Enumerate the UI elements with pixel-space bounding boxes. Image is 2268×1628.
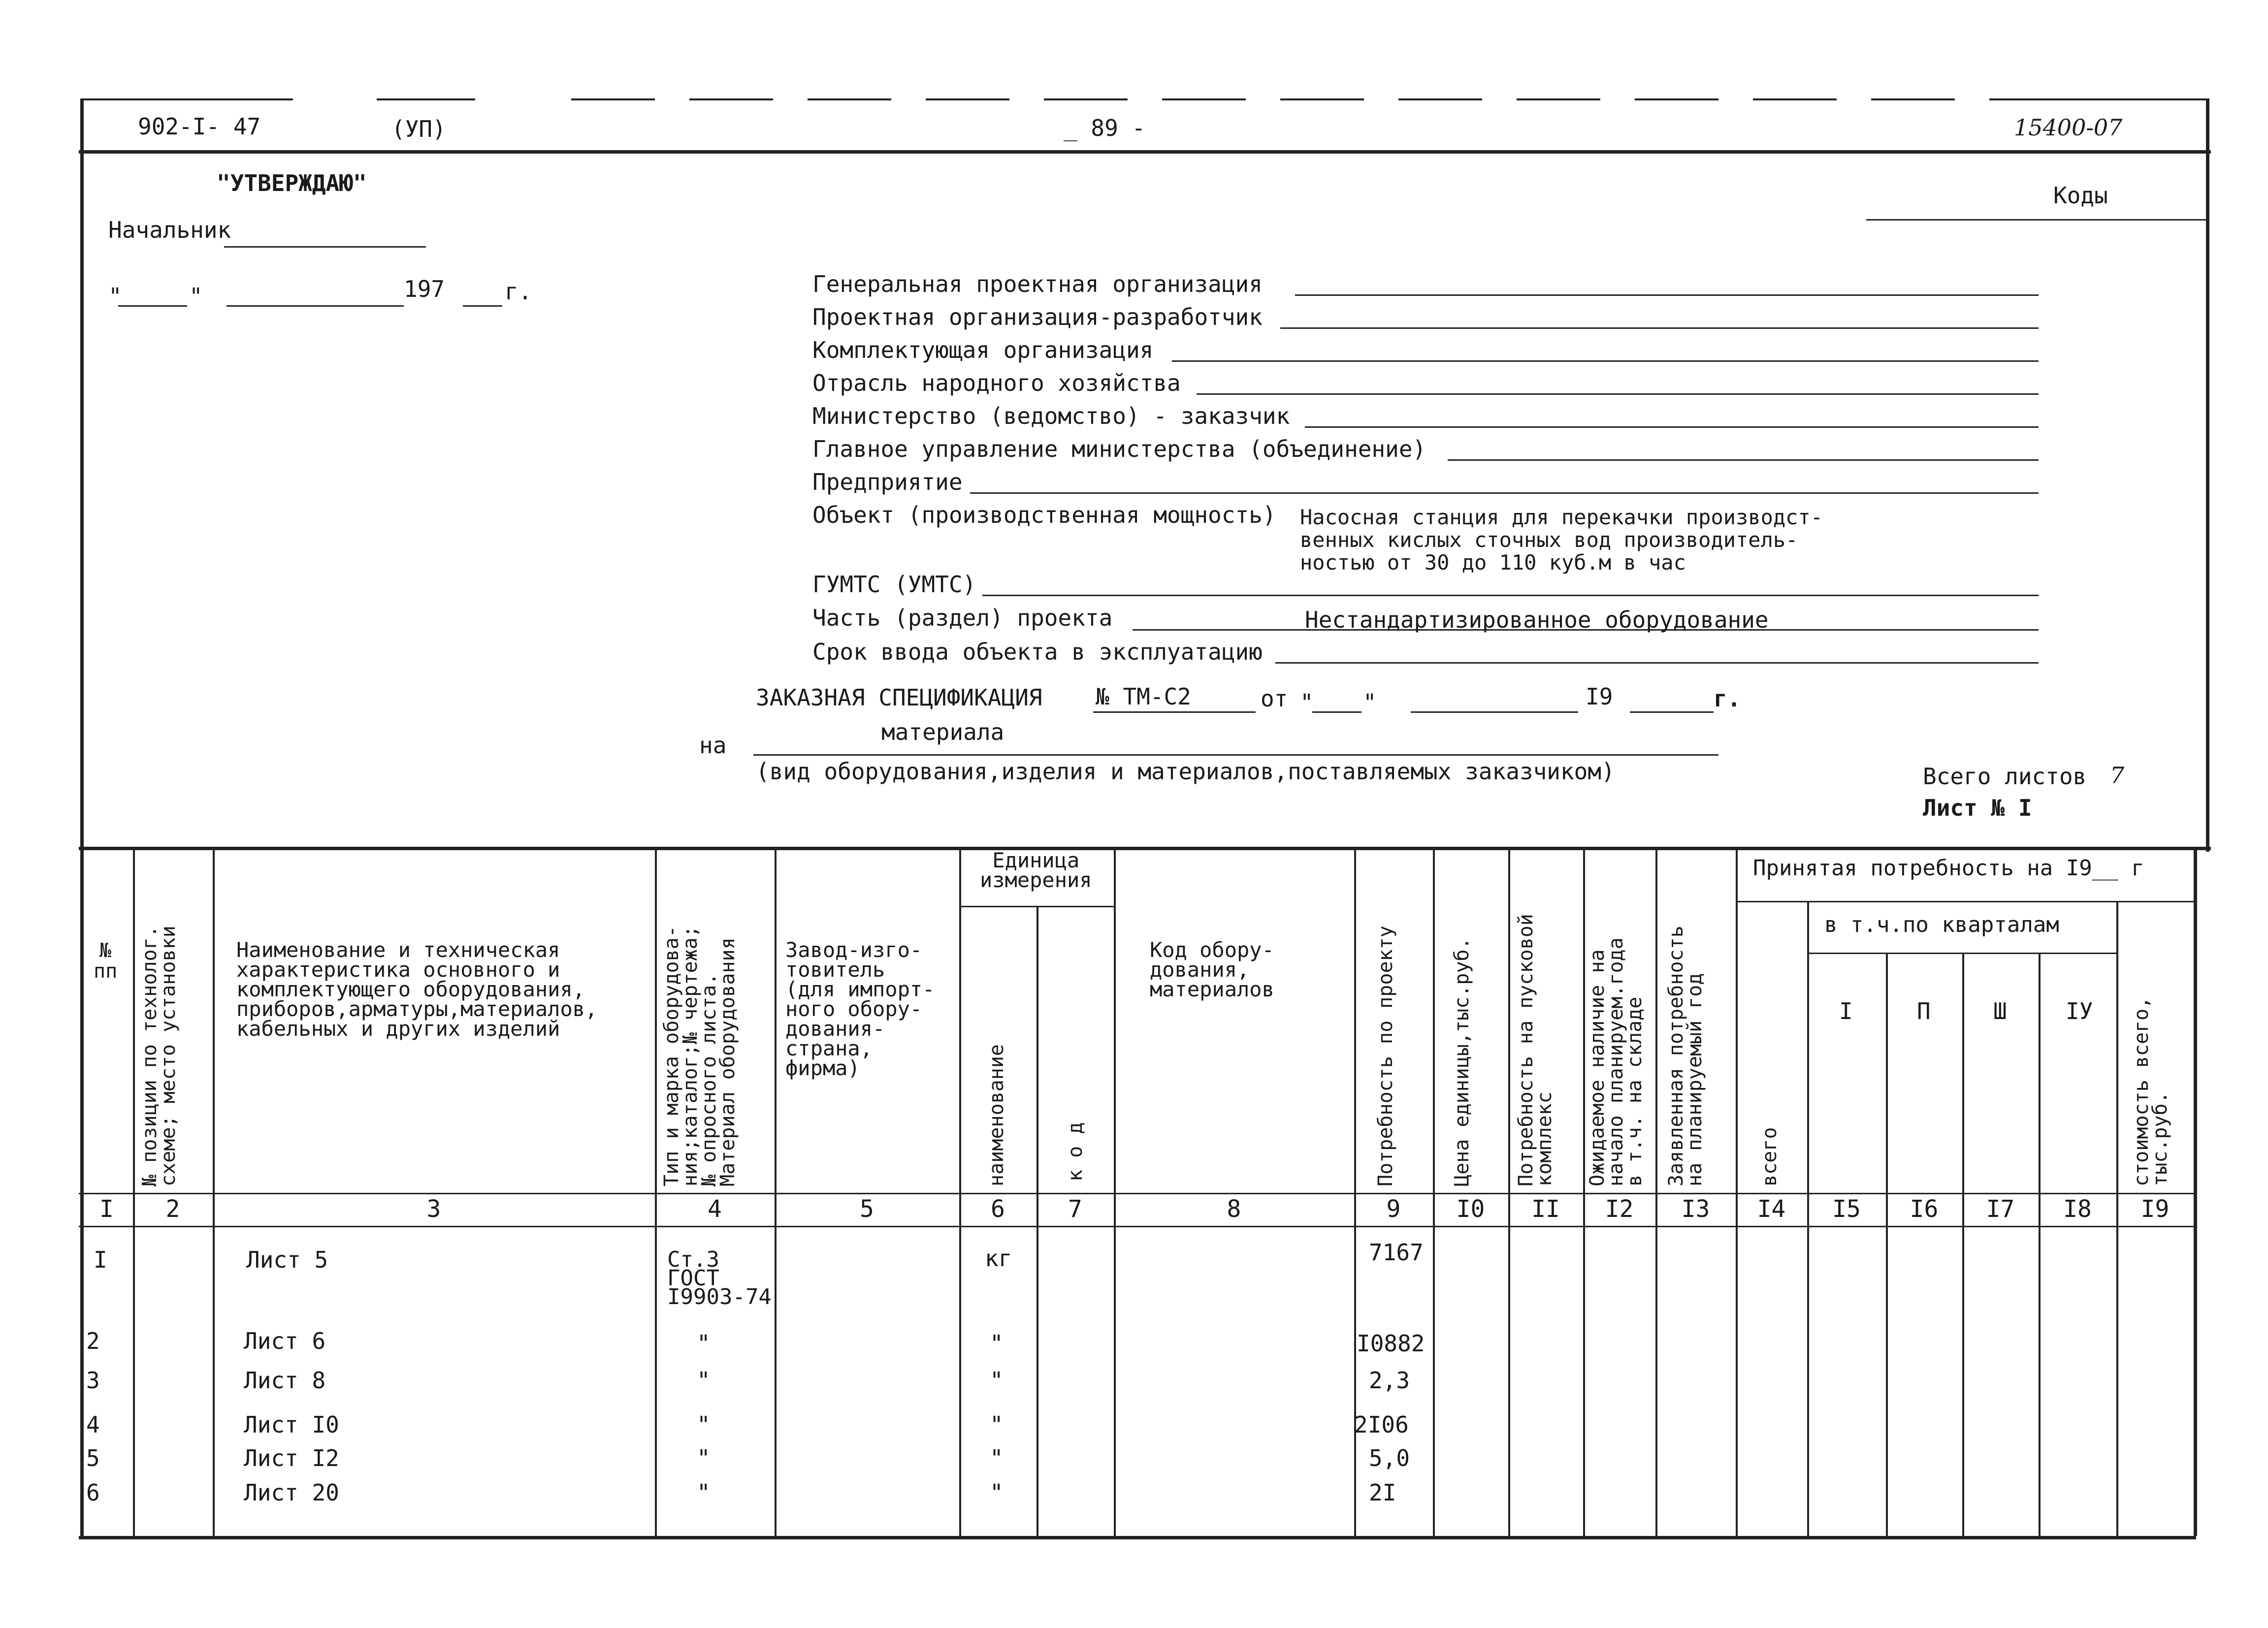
col-number: I4 — [1757, 1195, 1786, 1223]
row-name: Лист 20 — [244, 1479, 339, 1506]
col-header-pp: № пп — [94, 939, 118, 983]
date-quote-close: " — [189, 283, 203, 310]
codes-label: Коды — [2053, 182, 2108, 209]
sheets-total-label: Всего листов — [1923, 763, 2087, 790]
org-field-general-line — [1295, 294, 2039, 296]
col-number: I6 — [1910, 1195, 1939, 1223]
quarters-header-divider — [1807, 953, 2116, 954]
row-number: 3 — [86, 1367, 100, 1394]
spec-quote-open: " — [1300, 689, 1314, 716]
org-field-industry-line — [1197, 393, 2039, 395]
spec-on-label: на — [699, 732, 727, 759]
date-year-suffix: г. — [505, 278, 532, 305]
frame-left-top — [80, 98, 84, 852]
col-number: 3 — [426, 1195, 441, 1223]
spec-number: № ТМ-С2 — [1096, 683, 1191, 710]
col-header-q4: IУ — [2066, 998, 2093, 1024]
col-header-quarters: в т.ч.по кварталам — [1824, 912, 2059, 937]
top-dash-15 — [1989, 98, 2206, 100]
sheets-total: 7 — [2110, 762, 2125, 789]
row-project-need: 2I — [1369, 1479, 1396, 1506]
col-number: 8 — [1227, 1195, 1241, 1223]
org-field-enterprise-label: Предприятие — [812, 469, 963, 495]
col-header-total: всего — [1758, 1127, 1781, 1186]
org-field-general-label: Генеральная проектная организация — [812, 271, 1263, 297]
col-header-q3: Ш — [1993, 998, 2007, 1024]
row-number: 6 — [86, 1479, 100, 1506]
col-header-project-need: Потребность по проекту — [1374, 926, 1397, 1186]
col-number: I8 — [2063, 1195, 2092, 1223]
col-header-expected-stock: Ожидаемое наличие на начало планируем.года в т.ч. на складе — [1586, 937, 1646, 1186]
term-label: Срок ввода объекта в эксплуатацию — [812, 638, 1263, 665]
row-name: Лист 5 — [246, 1246, 328, 1273]
top-dash-13 — [1753, 98, 1837, 100]
col-number: I0 — [1456, 1195, 1485, 1223]
col-number: I — [99, 1195, 114, 1223]
chief-label: Начальник — [108, 217, 231, 243]
date-month-line — [227, 305, 404, 307]
date-day-line — [118, 305, 187, 307]
col-header-unit-name: наименование — [985, 1044, 1008, 1186]
row-unit: кг — [985, 1245, 1012, 1272]
col-header-accepted-need: Принятая потребность на I9__ г — [1753, 856, 2144, 881]
table-top — [79, 847, 2211, 850]
spec-from-label: от — [1261, 685, 1288, 712]
col-border-10 — [1508, 847, 1510, 1536]
col-number: 5 — [860, 1195, 874, 1223]
org-field-ministry-label: Министерство (ведомство) - заказчик — [812, 403, 1290, 429]
org-field-enterprise-line — [970, 492, 2039, 494]
gumts-label: ГУМТС (УМТС) — [812, 571, 976, 598]
org-field-directorate-label: Главное управление министерства (объединение) — [812, 436, 1426, 462]
col-border-2 — [213, 847, 215, 1536]
row-name: Лист I0 — [244, 1411, 339, 1438]
row-project-need: 7167 — [1369, 1239, 1424, 1266]
col-border-3 — [655, 847, 657, 1536]
row-unit: " — [990, 1479, 1004, 1506]
part-label: Часть (раздел) проекта — [812, 605, 1113, 631]
top-dash-7 — [1044, 98, 1128, 100]
row-type: " — [697, 1479, 711, 1506]
org-field-developer-line — [1280, 327, 2039, 329]
col-border-12 — [1655, 847, 1657, 1536]
org-field-industry-label: Отрасль народного хозяйства — [812, 370, 1181, 396]
spec-year-line — [1630, 711, 1714, 713]
stamp-number: 15400-07 — [2014, 114, 2123, 141]
col-border-15 — [1886, 953, 1888, 1536]
row-number: I — [94, 1246, 107, 1273]
album-label: (УП) — [391, 116, 446, 142]
col-number: II — [1531, 1195, 1560, 1223]
col-border-4 — [775, 847, 777, 1536]
part-value: Нестандартизированное оборудование — [1305, 607, 1769, 633]
col-number: I9 — [2140, 1195, 2170, 1223]
col-border-9 — [1433, 847, 1435, 1536]
top-dash-1 — [81, 98, 293, 100]
col-number: I7 — [1986, 1195, 2015, 1223]
spec-day-line — [1312, 711, 1361, 713]
col-header-unit-code: к о д — [1064, 1122, 1087, 1181]
spec-year-suffix: г. — [1714, 685, 1741, 712]
col-border-7 — [1114, 847, 1116, 1536]
top-dash-4 — [689, 98, 773, 100]
top-dash-3 — [571, 98, 655, 100]
spec-quote-close: " — [1363, 689, 1377, 716]
spec-number-line — [1093, 711, 1256, 713]
org-field-developer-label: Проектная организация-разработчик — [812, 304, 1263, 330]
row-type: " — [697, 1411, 711, 1438]
col-header-unit-price: Цена единицы,тыс.руб. — [1451, 937, 1473, 1186]
chief-line — [224, 246, 426, 248]
col-border-0 — [80, 847, 84, 1536]
spec-title: ЗАКАЗНАЯ СПЕЦИФИКАЦИЯ — [756, 684, 1042, 711]
spec-subject: материала — [881, 719, 1004, 745]
row-unit: " — [990, 1445, 1004, 1471]
row-name: Лист 8 — [244, 1367, 326, 1394]
col-header-startup-need: Потребность на пусковой комплекс — [1515, 914, 1556, 1186]
org-field-directorate-line — [1448, 459, 2039, 461]
col-header-equipment-code: Код обору- дования, материалов — [1150, 938, 1274, 1001]
row-name: Лист 6 — [244, 1328, 326, 1354]
unit-header-divider — [959, 906, 1114, 907]
row-unit: " — [990, 1411, 1004, 1438]
accepted-header-divider — [1736, 901, 2194, 902]
top-dash-12 — [1635, 98, 1718, 100]
col-header-cost: стоимость всего, тыс.руб. — [2130, 996, 2171, 1186]
col-border-5 — [959, 847, 961, 1536]
col-number: 7 — [1068, 1195, 1082, 1223]
col-number: I5 — [1832, 1195, 1861, 1223]
col-number: 4 — [708, 1195, 722, 1223]
row-project-need: I0882 — [1357, 1330, 1425, 1357]
col-number: 9 — [1386, 1195, 1401, 1223]
col-border-19 — [2194, 847, 2197, 1536]
approved-label: "УТВЕРЖДАЮ" — [217, 170, 367, 196]
top-dash-5 — [808, 98, 891, 100]
row-project-need: 2I06 — [1354, 1411, 1409, 1438]
top-dash-11 — [1517, 98, 1600, 100]
frame-right-top — [2206, 98, 2209, 852]
col-header-position: № позиции по технолог. схеме; место установки — [138, 926, 180, 1186]
top-dash-2 — [377, 98, 475, 100]
col-header-q2: П — [1917, 998, 1931, 1024]
row-type: Ст.3 ГОСТ I9903-74 — [667, 1247, 772, 1309]
col-header-declared-need: Заявленная потребность на планируемый год — [1665, 926, 1706, 1186]
doc-number: 902-I- 47 — [138, 113, 261, 140]
col-number: I2 — [1605, 1195, 1634, 1223]
col-border-13 — [1736, 847, 1738, 1536]
col-number: 2 — [165, 1195, 180, 1223]
spec-year: I9 — [1586, 683, 1613, 710]
spec-month-line — [1411, 711, 1578, 713]
top-dash-8 — [1162, 98, 1246, 100]
row-unit: " — [990, 1367, 1004, 1394]
row-project-need: 5,0 — [1369, 1445, 1410, 1471]
top-dash-6 — [926, 98, 1009, 100]
row-number: 5 — [86, 1445, 100, 1471]
row-unit: " — [990, 1330, 1004, 1357]
col-border-16 — [1962, 953, 1964, 1536]
row-type: " — [697, 1445, 711, 1471]
spec-subject-caption: (вид оборудования,изделия и материалов,поставляемых заказчиком) — [756, 758, 1615, 785]
date-year-line — [463, 305, 502, 307]
row-type: " — [697, 1367, 711, 1394]
row-project-need: 2,3 — [1369, 1367, 1410, 1394]
sheet-number-label: Лист № I — [1923, 795, 2032, 821]
org-field-supplier-line — [1172, 360, 2039, 362]
row-number: 2 — [86, 1328, 100, 1354]
col-header-type: Тип и марка оборудова- ния;каталог;№ чертежа; № опросного листа. Материал оборудования — [660, 926, 739, 1186]
frame-top — [79, 150, 2211, 154]
page-number: _ 89 - — [1064, 115, 1146, 141]
col-number: I3 — [1681, 1195, 1710, 1223]
col-number: 6 — [991, 1195, 1005, 1223]
col-header-unit: Единица измерения — [980, 848, 1092, 892]
codes-line — [1866, 219, 2206, 221]
date-year-prefix: 197 — [404, 276, 445, 302]
row-type: " — [697, 1330, 711, 1357]
row-number: 4 — [86, 1411, 100, 1438]
org-field-ministry-line — [1305, 426, 2039, 428]
col-header-name: Наименование и техническая характеристика основного и комплектующего оборудования, приборов,арматуры,материалов, кабельных и других изделий — [236, 938, 598, 1041]
col-border-11 — [1583, 847, 1585, 1536]
org-field-supplier-label: Комплектующая организация — [812, 337, 1154, 363]
object-label: Объект (производственная мощность) — [812, 502, 1276, 528]
term-line — [1275, 662, 2039, 664]
table-colnum-bottom — [79, 1226, 2196, 1227]
col-border-17 — [2039, 953, 2041, 1536]
top-dash-9 — [1280, 98, 1364, 100]
table-bottom — [79, 1536, 2196, 1539]
table-header-bottom — [79, 1193, 2196, 1194]
spec-subject-line — [753, 754, 1718, 756]
date-quote-open: " — [108, 283, 122, 310]
part-line — [1133, 629, 2039, 631]
col-header-q1: I — [1839, 998, 1853, 1024]
col-border-1 — [133, 847, 135, 1536]
object-value: Насосная станция для перекачки производст- венных кислых сточных вод производитель- ностью от 30 до 110 куб.м в час — [1300, 505, 1823, 575]
top-dash-10 — [1398, 98, 1482, 100]
gumts-line — [982, 595, 2039, 596]
row-name: Лист I2 — [244, 1445, 339, 1471]
top-dash-14 — [1871, 98, 1955, 100]
col-header-manufacturer: Завод-изго- товитель (для импорт- ного обору- дования- страна, фирма) — [785, 938, 935, 1080]
